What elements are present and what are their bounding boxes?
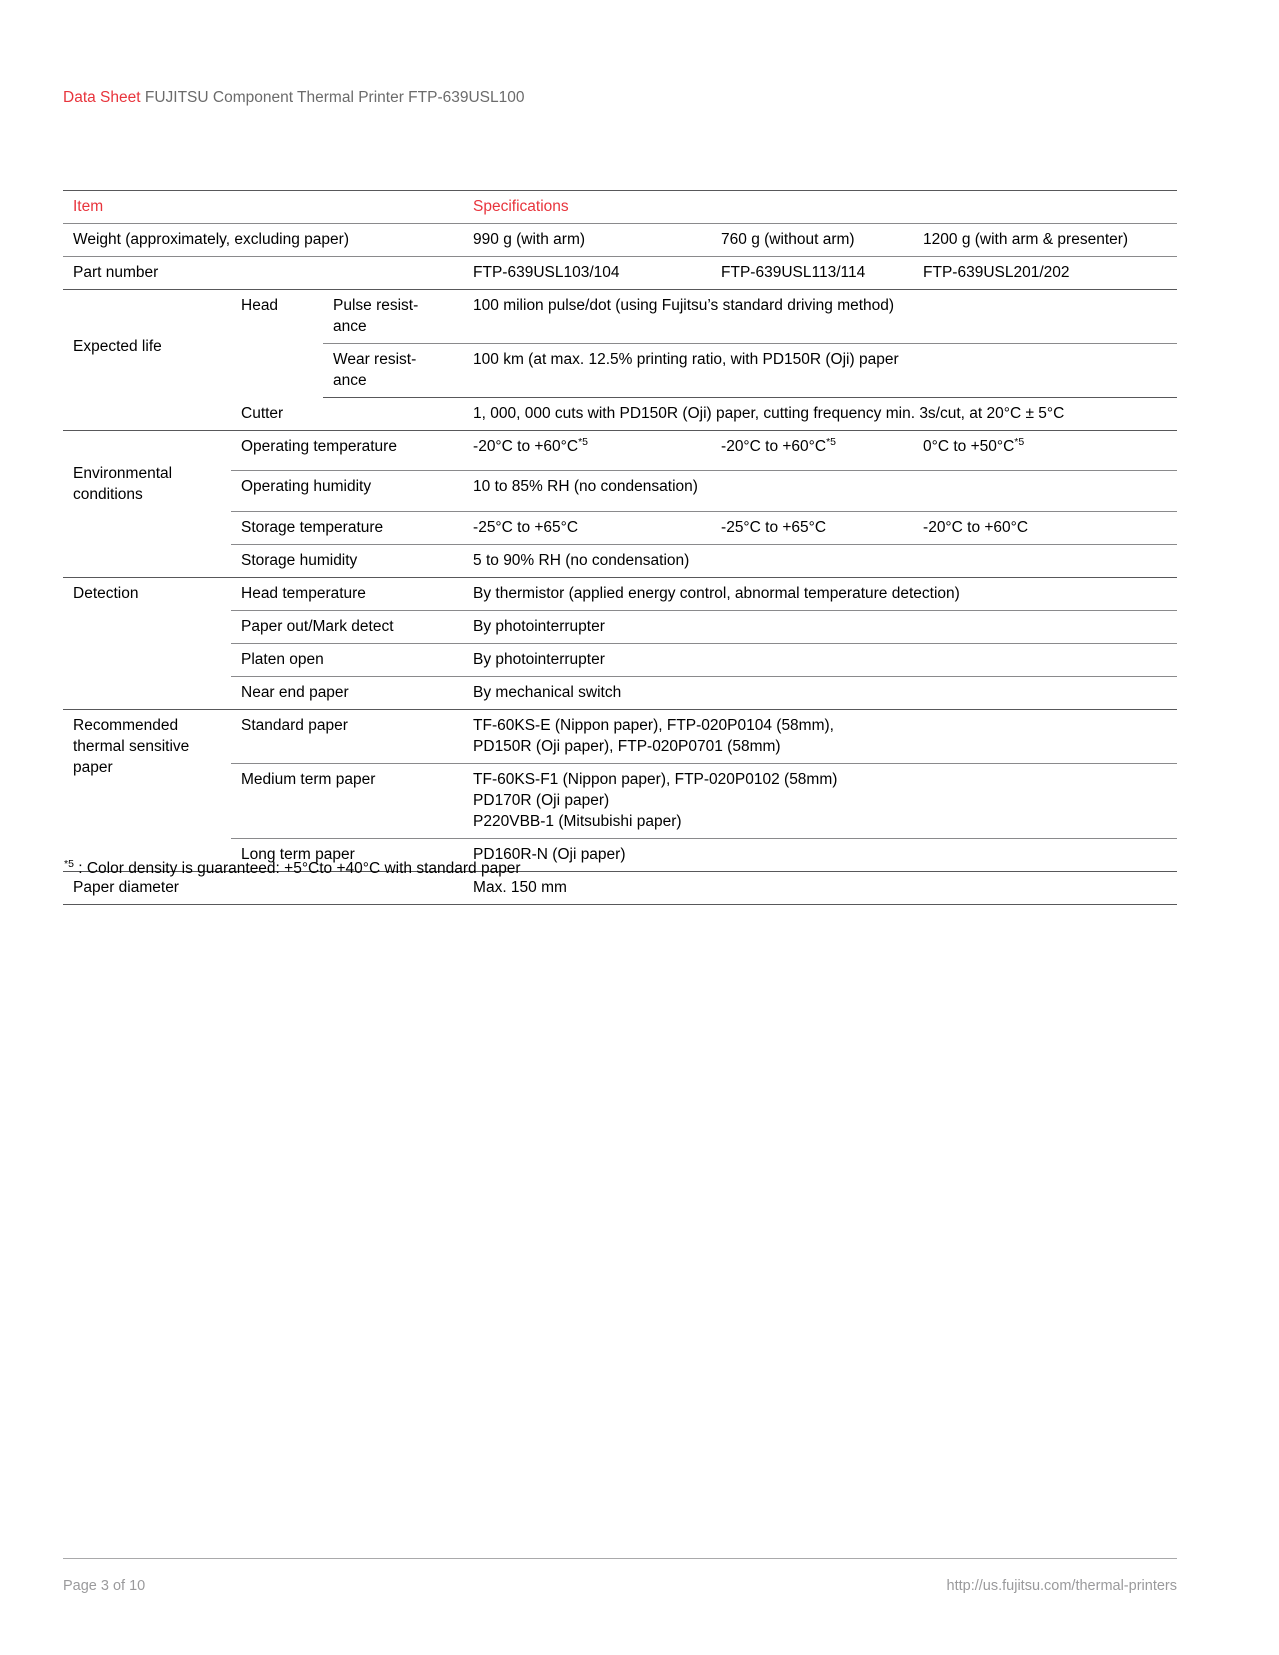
sub-label-head: Head	[241, 297, 279, 314]
standard-paper-line2: PD150R (Oji paper), FTP-020P0701 (58mm)	[473, 737, 781, 755]
row-label-weight: Weight (approximately, excluding paper)	[63, 224, 463, 257]
storage-temperature-value-1: -25°C to +65°C	[463, 511, 711, 544]
environmental-line1: Environmental	[73, 465, 173, 482]
sub-label-storage-temperature: Storage temperature	[231, 511, 463, 544]
column-header-specifications: Specifications	[463, 191, 1177, 224]
table-row	[63, 471, 1177, 511]
spacer-cell-detection-2	[63, 643, 231, 676]
table-row	[63, 511, 1177, 544]
table-row	[63, 290, 1177, 344]
sub-label-storage-humidity: Storage humidity	[231, 544, 463, 577]
operating-temperature-text-3: 0°C to +50°C	[923, 438, 1015, 455]
sub-label-head-temperature: Head temperature	[231, 577, 463, 610]
row-label-paper-diameter: Paper diameter	[63, 871, 463, 904]
row-label-recommended-paper	[63, 709, 231, 838]
document-header	[63, 88, 524, 108]
storage-temperature-value-3: -20°C to +60°C	[913, 511, 1177, 544]
recommended-paper-line1: Recommended	[73, 716, 179, 734]
operating-temperature-value-3	[913, 431, 1177, 471]
platen-open-value: By photointerrupter	[463, 643, 1177, 676]
sub-label-operating-humidity: Operating humidity	[231, 471, 463, 511]
medium-term-paper-line2: PD170R (Oji paper)	[473, 791, 610, 809]
data-sheet-label: Data Sheet	[63, 89, 141, 106]
storage-temperature-value-2: -25°C to +65°C	[711, 511, 913, 544]
table-row	[63, 610, 1177, 643]
weight-value-with-presenter: 1200 g (with arm & presenter)	[913, 224, 1177, 257]
medium-term-paper-line1: TF-60KS-F1 (Nippon paper), FTP-020P0102 (58mm)	[473, 770, 838, 788]
sub-label-medium-term-paper: Medium term paper	[231, 763, 463, 838]
table-row	[63, 431, 1177, 471]
column-header-item: Item	[63, 191, 463, 224]
pulse-resistance-line2: ance	[333, 318, 367, 335]
standard-paper-value	[463, 709, 1177, 763]
footer-page-number: Page 3 of 10	[63, 1578, 146, 1594]
sub-label-standard-paper: Standard paper	[231, 709, 463, 763]
footnote-text: : Color density is guaranteed: +5°Cto +40°C with standard paper	[73, 860, 521, 877]
spacer-cell-environmental-2	[63, 544, 231, 577]
wear-resistance-line1: Wear resist-	[333, 351, 417, 368]
table-row	[63, 257, 1177, 290]
pulse-resistance-value: 100 milion pulse/dot (using Fujitsu’s standard driving method)	[463, 290, 1177, 344]
table-row	[63, 763, 1177, 838]
footer-divider	[63, 1558, 1177, 1559]
sub-label-platen-open: Platen open	[231, 643, 463, 676]
table-row	[63, 577, 1177, 610]
operating-temperature-value-2	[711, 431, 913, 471]
operating-temperature-text-1: -20°C to +60°C	[473, 438, 579, 455]
spacer-cell-detection-3	[63, 676, 231, 709]
sub-label-near-end-paper: Near end paper	[231, 676, 463, 709]
spacer-cell-detection	[63, 610, 231, 643]
part-number-value-1: FTP-639USL103/104	[463, 257, 711, 290]
table-header-row	[63, 191, 1177, 224]
row-label-environmental	[63, 431, 231, 512]
table-footnote	[64, 858, 521, 880]
paper-out-value: By photointerrupter	[463, 610, 1177, 643]
spacer-cell-expected-life	[63, 398, 231, 431]
table-row	[63, 709, 1177, 763]
operating-temperature-value-1	[463, 431, 711, 471]
environmental-line2: conditions	[73, 486, 143, 503]
specifications-table	[63, 190, 1177, 905]
specifications-table-wrapper	[63, 190, 1177, 905]
sub-label-paper-out: Paper out/Mark detect	[231, 610, 463, 643]
row-label-expected-life: Expected life	[73, 338, 162, 355]
wear-resistance-line2: ance	[333, 372, 367, 389]
storage-humidity-value: 5 to 90% RH (no condensation)	[463, 544, 1177, 577]
recommended-paper-line2: thermal sensitive	[73, 737, 190, 755]
operating-temperature-text-2: -20°C to +60°C	[721, 438, 827, 455]
part-number-value-2: FTP-639USL113/114	[711, 257, 913, 290]
sub-label-operating-temperature: Operating temperature	[231, 431, 463, 471]
footer-url[interactable]: http://us.fujitsu.com/thermal-printers	[946, 1578, 1177, 1594]
spacer-cell-environmental	[63, 511, 231, 544]
wear-resistance-value: 100 km (at max. 12.5% printing ratio, with PD150R (Oji) paper	[463, 344, 1177, 398]
long-term-paper-value: PD160R-N (Oji paper)	[463, 838, 1177, 871]
footnote-marker: *5	[64, 857, 74, 870]
row-label-part-number: Part number	[63, 257, 463, 290]
table-row	[63, 643, 1177, 676]
sub-label-long-term-paper: Long term paper	[231, 838, 463, 871]
table-row	[63, 676, 1177, 709]
near-end-paper-value: By mechanical switch	[463, 676, 1177, 709]
paper-diameter-value: Max. 150 mm	[463, 871, 1177, 904]
footnote-marker-icon: *5	[1014, 435, 1025, 448]
footnote-marker-icon: *5	[578, 435, 588, 448]
footnote-marker-icon: *5	[826, 435, 836, 448]
standard-paper-line1: TF-60KS-E (Nippon paper), FTP-020P0104 (58mm),	[473, 716, 834, 734]
recommended-paper-line3: paper	[73, 758, 113, 776]
pulse-resistance-line1: Pulse resist-	[333, 297, 419, 314]
medium-term-paper-line3: P220VBB-1 (Mitsubishi paper)	[473, 812, 682, 830]
part-number-value-3: FTP-639USL201/202	[913, 257, 1177, 290]
weight-value-with-arm: 990 g (with arm)	[463, 224, 711, 257]
sub-label-wear-resistance	[323, 344, 463, 398]
sub-label-pulse-resistance	[323, 290, 463, 344]
operating-humidity-value: 10 to 85% RH (no condensation)	[463, 471, 1177, 511]
sub-label-cutter: Cutter	[231, 398, 463, 431]
medium-term-paper-value	[463, 763, 1177, 838]
cutter-value: 1, 000, 000 cuts with PD150R (Oji) paper, cutting frequency min. 3s/cut, at 20°C ± 5°C	[463, 398, 1177, 431]
row-label-detection: Detection	[73, 584, 139, 602]
document-title: FUJITSU Component Thermal Printer FTP-639USL100	[144, 89, 525, 106]
table-row	[63, 544, 1177, 577]
weight-value-without-arm: 760 g (without arm)	[711, 224, 913, 257]
head-temperature-value: By thermistor (applied energy control, abnormal temperature detection)	[463, 577, 1177, 610]
table-row	[63, 224, 1177, 257]
table-row	[63, 398, 1177, 431]
